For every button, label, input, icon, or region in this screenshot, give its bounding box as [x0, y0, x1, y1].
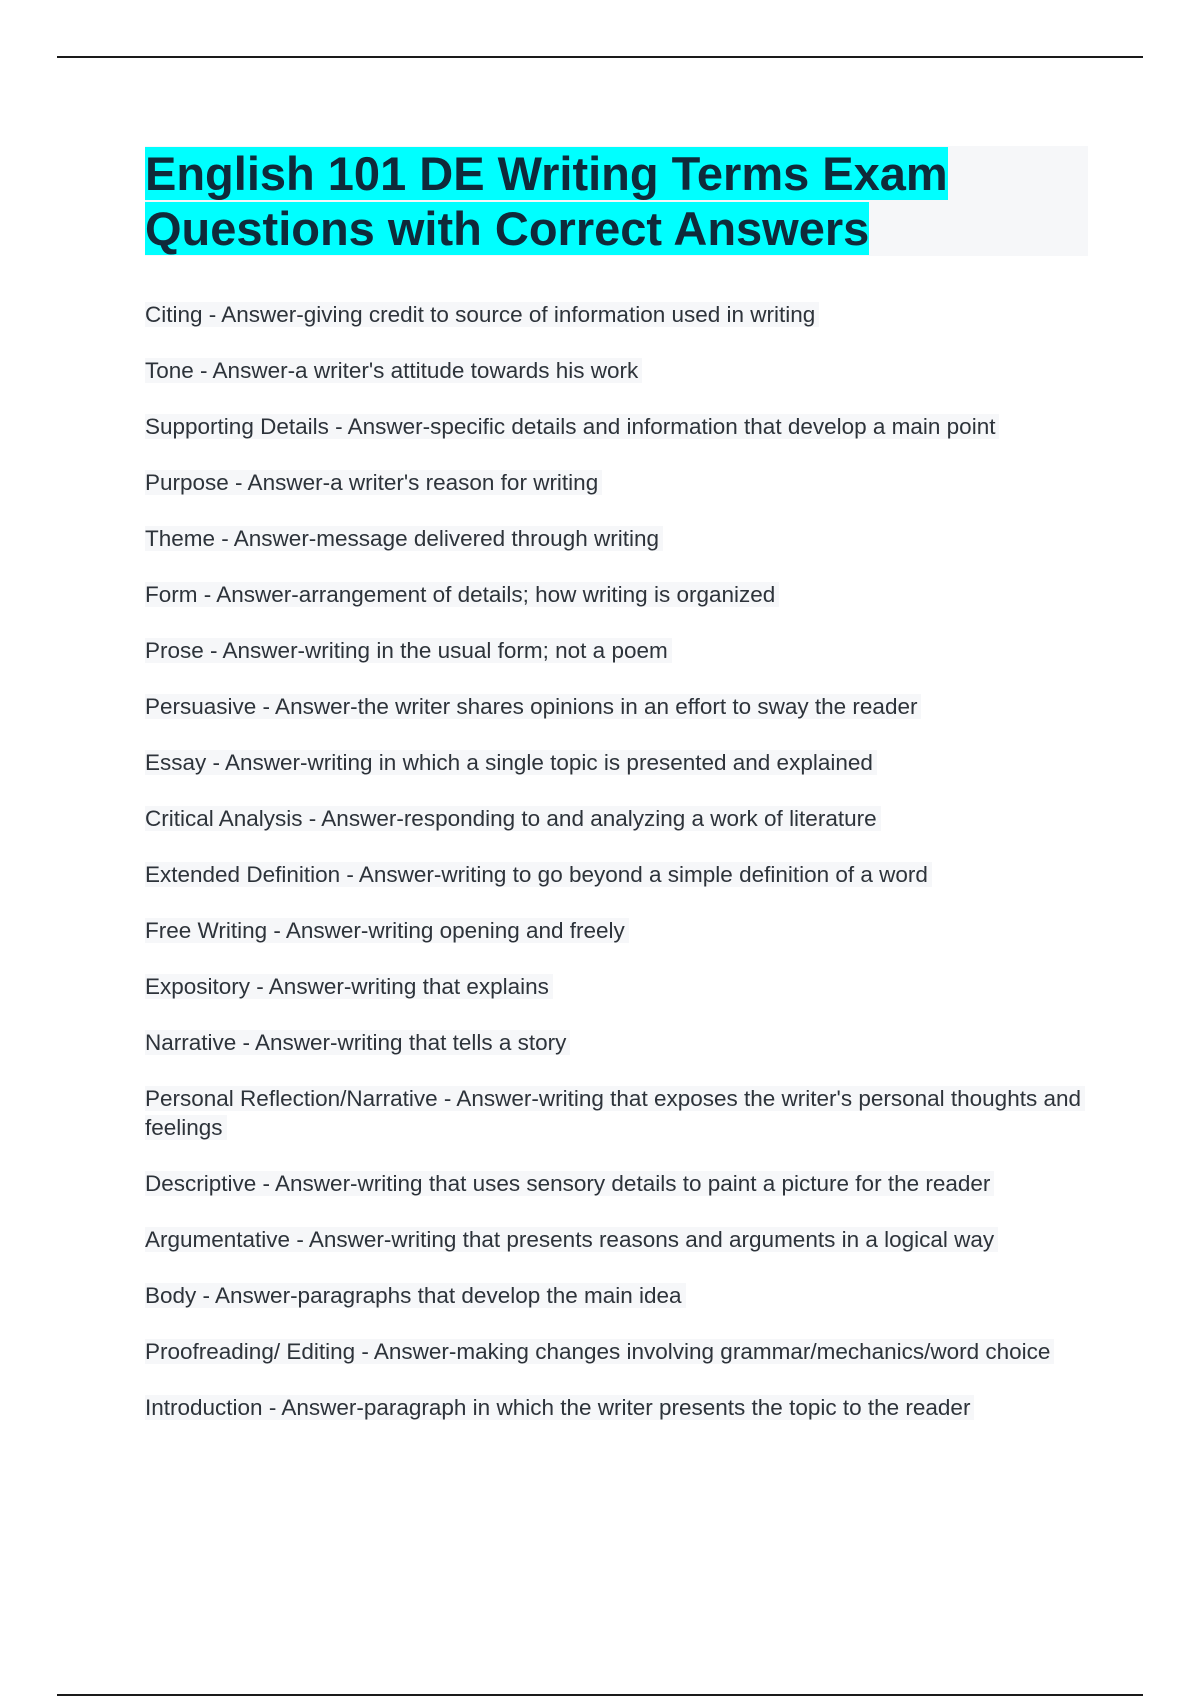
footer-rule — [57, 1694, 1143, 1696]
term-entry: Form - Answer-arrangement of details; how writing is organized — [145, 580, 1095, 609]
term-entry: Extended Definition - Answer-writing to go beyond a simple definition of a word — [145, 860, 1095, 889]
term-entry: Purpose - Answer-a writer's reason for writing — [145, 468, 1095, 497]
term-entry: Introduction - Answer-paragraph in which the writer presents the topic to the reader — [145, 1393, 1095, 1422]
header-rule — [57, 56, 1143, 58]
term-entry: Personal Reflection/Narrative - Answer-writing that exposes the writer's personal thoughts and feelings — [145, 1084, 1095, 1142]
term-entry: Tone - Answer-a writer's attitude towards his work — [145, 356, 1095, 385]
term-entry: Supporting Details - Answer-specific details and information that develop a main point — [145, 412, 1095, 441]
term-entry: Proofreading/ Editing - Answer-making changes involving grammar/mechanics/word choice — [145, 1337, 1095, 1366]
term-entry: Essay - Answer-writing in which a single topic is presented and explained — [145, 748, 1095, 777]
title-block — [145, 146, 1088, 256]
term-entry: Persuasive - Answer-the writer shares opinions in an effort to sway the reader — [145, 692, 1095, 721]
term-entry: Expository - Answer-writing that explains — [145, 972, 1095, 1001]
title-highlight: English 101 DE Writing Terms Exam Questions with Correct Answers — [145, 147, 948, 255]
term-entry: Argumentative - Answer-writing that presents reasons and arguments in a logical way — [145, 1225, 1095, 1254]
term-entry: Free Writing - Answer-writing opening and freely — [145, 916, 1095, 945]
term-list — [145, 300, 1095, 1449]
page-title — [145, 146, 1088, 256]
term-entry: Critical Analysis - Answer-responding to and analyzing a work of literature — [145, 804, 1095, 833]
term-entry: Descriptive - Answer-writing that uses sensory details to paint a picture for the reader — [145, 1169, 1095, 1198]
term-entry: Body - Answer-paragraphs that develop the main idea — [145, 1281, 1095, 1310]
term-entry: Prose - Answer-writing in the usual form; not a poem — [145, 636, 1095, 665]
term-entry: Narrative - Answer-writing that tells a story — [145, 1028, 1095, 1057]
term-entry: Citing - Answer-giving credit to source of information used in writing — [145, 300, 1095, 329]
term-entry: Theme - Answer-message delivered through writing — [145, 524, 1095, 553]
